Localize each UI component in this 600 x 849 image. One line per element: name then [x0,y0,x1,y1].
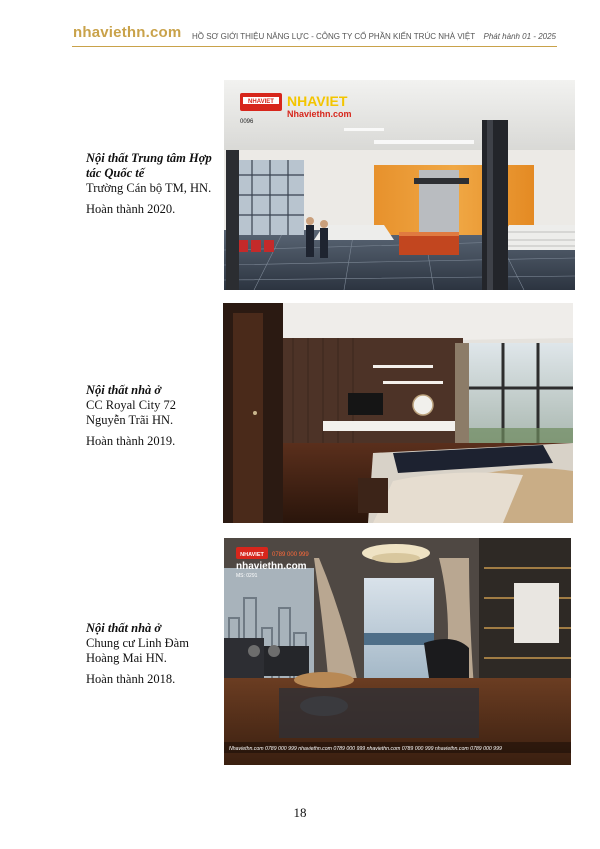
brand-badge-text: NHAVIET [248,99,274,105]
project-photo-1 [224,80,575,290]
project-completed: Hoàn thành 2019. [86,434,176,448]
brand-name: NHAVIET [287,93,348,109]
lobby-render [224,80,575,290]
header-logo[interactable]: nhaviethn.com [73,24,182,41]
project-title: Nội thất nhà ở [86,383,162,397]
brand-phone: 0789 000 999 [272,552,309,558]
project-title: Nội thất Trung tâm Hợp tác Quốc tế [86,151,212,180]
project-caption-3 [86,621,216,687]
brand-url: Nhaviethn.com [287,109,352,119]
brand-url: nhaviethn.com [236,561,307,572]
brand-badge-text: NHAVIET [240,552,264,558]
project-title: Nội thất nhà ở [86,621,162,635]
project-completed: Hoàn thành 2020. [86,202,176,216]
image-code: 0096 [240,119,254,125]
living-room-render [224,538,571,765]
page-header [0,0,600,50]
header-title: HỒ SƠ GIỚI THIỆU NĂNG LỰC - CÔNG TY CỔ PHẦN KIẾN TRÚC NHÀ VIỆT [192,32,476,41]
header-release: Phát hành 01 - 2025 [483,32,556,41]
project-caption-2 [86,383,216,449]
project-photo-3 [224,538,571,765]
image-code: MS: 0291 [236,573,258,579]
bedroom-render [223,303,573,523]
header-divider [72,46,557,47]
brand-strip: Nhaviethn.com 0789 000 999 nhaviethn.com 0789 000 999 nhaviethn.com 0789 000 999 nhaviethn.com 0789 000 999 [229,746,502,752]
project-client: Trường Cán bộ TM, HN. [86,181,212,195]
project-completed: Hoàn thành 2018. [86,672,176,686]
project-caption-1 [86,151,216,217]
project-photo-2 [223,303,573,523]
project-client: Chung cư Linh Đàm Hoàng Mai HN. [86,636,189,665]
page-number: 18 [293,805,307,820]
project-client: CC Royal City 72 Nguyễn Trãi HN. [86,398,176,427]
